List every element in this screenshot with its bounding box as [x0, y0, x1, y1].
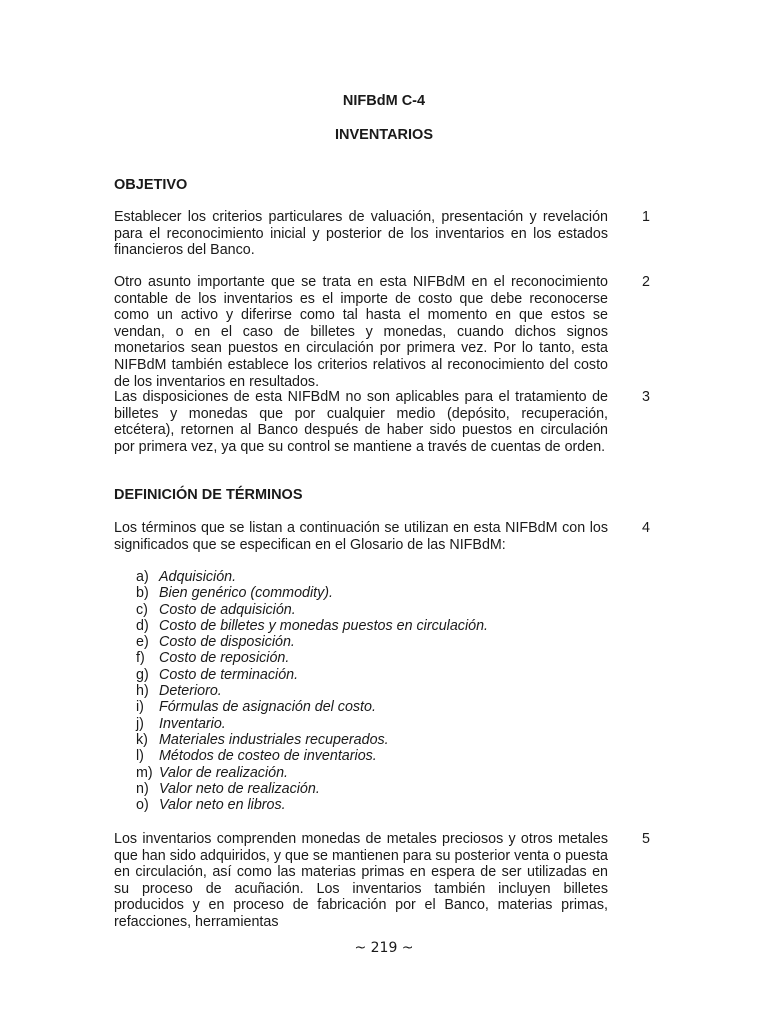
terms-list	[136, 569, 488, 813]
term-text: Costo de billetes y monedas puestos en circulación.	[159, 617, 489, 634]
term-letter: d)	[136, 617, 149, 634]
term-letter: k)	[136, 731, 148, 748]
term-text: Costo de reposición.	[159, 650, 290, 667]
list-item	[136, 650, 488, 666]
term-text: Métodos de costeo de inventarios.	[159, 748, 377, 765]
term-letter: g)	[136, 666, 149, 683]
term-letter: b)	[136, 585, 149, 602]
term-text: Valor neto de realización.	[159, 780, 320, 797]
term-text: Valor neto en libros.	[159, 797, 286, 814]
list-item	[136, 716, 488, 732]
list-item	[136, 634, 488, 650]
term-letter: i)	[136, 699, 144, 716]
term-text: Bien genérico (commodity).	[159, 585, 334, 602]
term-text: Deterioro.	[159, 683, 222, 700]
term-letter: j)	[136, 715, 144, 732]
term-letter: e)	[136, 634, 149, 651]
term-letter: c)	[136, 601, 148, 618]
page-number: ~ 219 ~	[354, 940, 414, 956]
paragraph-2: Otro asunto importante que se trata en esta NIFBdM en el reconocimiento contable de los inventarios es el importe de costo que debe reconocerse como un activo y diferirse como tal hasta el momento en que estos se vendan, o en el caso de billetes y monedas, cuando dichos signos monetarios sean puestos en circulación por primera vez. Por lo tanto, esta NIFBdM también establece los criterios relativos al reconocimiento del costo de los inventarios en resultados.	[114, 274, 608, 390]
list-item	[136, 585, 488, 601]
term-letter: a)	[136, 569, 149, 585]
term-text: Valor de realización.	[159, 764, 289, 781]
list-item	[136, 732, 488, 748]
paragraph-3: Las disposiciones de esta NIFBdM no son aplicables para el tratamiento de billetes y monedas que por cualquier medio (depósito, recuperación, etcétera), retornen al Banco después de haber sido puestos en circulación por primera vez, ya que su control se mantiene a través de cuentas de orden.	[114, 389, 608, 455]
term-letter: l)	[136, 748, 144, 765]
list-item	[136, 683, 488, 699]
term-letter: m)	[136, 764, 153, 781]
term-text: Costo de terminación.	[159, 666, 299, 683]
term-letter: o)	[136, 797, 149, 814]
list-item	[136, 765, 488, 781]
list-item	[136, 569, 488, 585]
list-item	[136, 797, 488, 813]
term-text: Materiales industriales recuperados.	[159, 731, 389, 748]
paragraph-number-4: 4	[642, 520, 650, 536]
document-title: INVENTARIOS	[334, 127, 434, 143]
term-text: Inventario.	[159, 715, 226, 732]
term-letter: h)	[136, 683, 149, 700]
term-text: Costo de disposición.	[159, 634, 295, 651]
term-letter: f)	[136, 650, 145, 667]
list-item	[136, 667, 488, 683]
paragraph-number-5: 5	[642, 831, 650, 847]
term-text: Adquisición.	[159, 569, 237, 585]
list-item	[136, 618, 488, 634]
list-item	[136, 602, 488, 618]
list-item	[136, 781, 488, 797]
paragraph-4: Los términos que se listan a continuación se utilizan en esta NIFBdM con los significados que se especifican en el Glosario de las NIFBdM:	[114, 520, 608, 553]
list-item	[136, 748, 488, 764]
term-text: Fórmulas de asignación del costo.	[159, 699, 376, 716]
paragraph-5: Los inventarios comprenden monedas de metales preciosos y otros metales que han sido adquiridos, y que se mantienen para su posterior venta o puesta en circulación, así como las materias primas en espera de ser utilizadas en su proceso de acuñación. Los inventarios también incluyen billetes producidos y en proceso de fabricación por el Banco, materias primas, refacciones, herramientas	[114, 831, 608, 930]
document-code: NIFBdM C-4	[342, 93, 426, 109]
term-text: Costo de adquisición.	[159, 601, 296, 618]
paragraph-number-1: 1	[642, 209, 650, 225]
list-item	[136, 699, 488, 715]
paragraph-number-3: 3	[642, 389, 650, 405]
paragraph-number-2: 2	[642, 274, 650, 290]
section-heading-objetivo: OBJETIVO	[114, 177, 188, 193]
term-letter: n)	[136, 780, 149, 797]
paragraph-1: Establecer los criterios particulares de valuación, presentación y revelación para el reconocimiento inicial y posterior de los inventarios en los estados financieros del Banco.	[114, 209, 608, 259]
section-heading-definicion: DEFINICIÓN DE TÉRMINOS	[114, 487, 303, 503]
